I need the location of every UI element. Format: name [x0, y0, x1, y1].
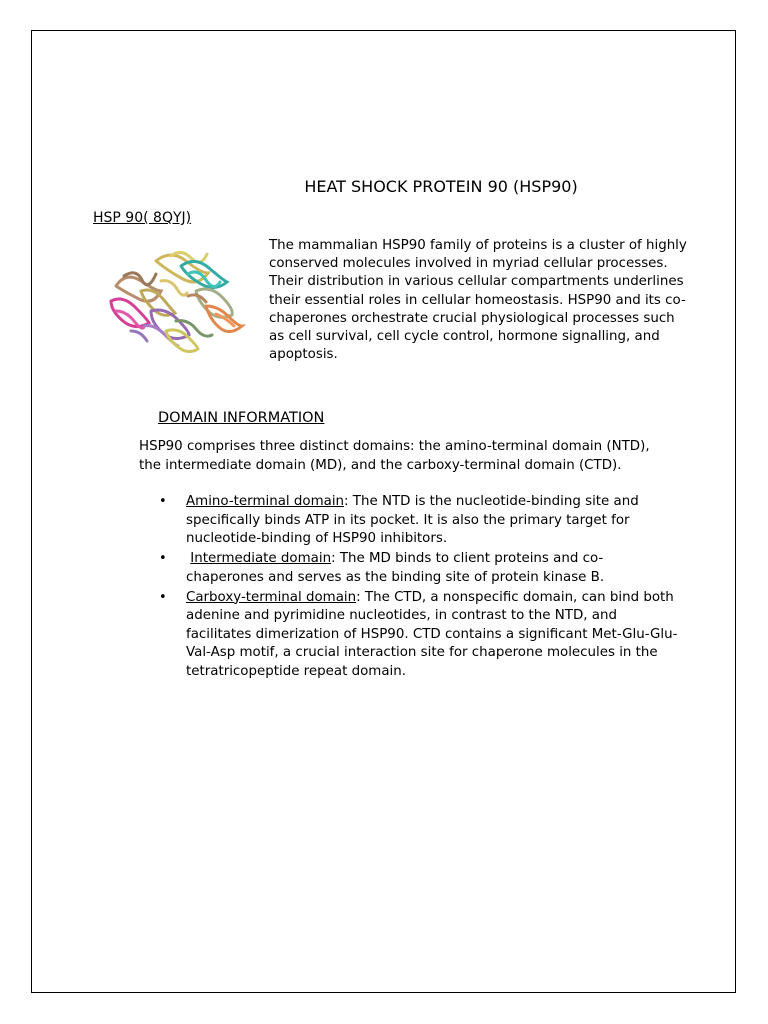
domain-name: Intermediate domain — [190, 551, 332, 566]
protein-structure-image — [96, 236, 256, 371]
domain-name: Amino-terminal domain — [186, 494, 345, 509]
domain-intro-paragraph: HSP90 comprises three distinct domains: the amino-terminal domain (NTD), the intermediate domain (MD), and the carboxy-terminal domain (CTD). — [139, 439, 650, 473]
domain-information-heading: DOMAIN INFORMATION — [158, 410, 325, 426]
document-title: HEAT SHOCK PROTEIN 90 (HSP90) — [304, 177, 578, 196]
domain-list — [139, 493, 679, 683]
list-item — [139, 493, 679, 549]
domain-name: Carboxy-terminal domain — [186, 589, 357, 605]
domain-description: : The MD binds to client proteins and co-chaperones and serves as the binding site of protein kinase B. — [186, 551, 605, 585]
bullet-icon: • — [159, 494, 167, 509]
bullet-icon: • — [159, 551, 167, 566]
list-item — [139, 589, 679, 682]
protein-label — [93, 210, 217, 226]
protein-label-text: HSP 90( 8QYJ) — [93, 210, 192, 226]
domain-description: : The CTD, a nonspecific domain, can bind both adenine and pyrimidine nucleotides, in contrast to the NTD, and facilitates dimerization of HSP90. CTD contains a significant Met-Glu-Glu-Val-Asp motif, a crucial interaction site for chaperone molecules in the tetratricopeptide repeat domain. — [186, 589, 678, 679]
domain-description: : The NTD is the nucleotide-binding site and specifically binds ATP in its pocket. It is also the primary target for nucleotide-binding of HSP90 inhibitors. — [186, 494, 639, 546]
bullet-icon: • — [159, 589, 167, 605]
list-item — [139, 550, 679, 587]
intro-paragraph: The mammalian HSP90 family of proteins is a cluster of highly conserved molecules involved in myriad cellular processes. Their distribution in various cellular compartments underlines their essential roles in cellular homeostasis. HSP90 and its co-chaperones orchestrate crucial physiological processes such as cell survival, cell cycle control, hormone signalling, and apoptosis. — [269, 238, 687, 363]
document-page — [31, 30, 736, 993]
